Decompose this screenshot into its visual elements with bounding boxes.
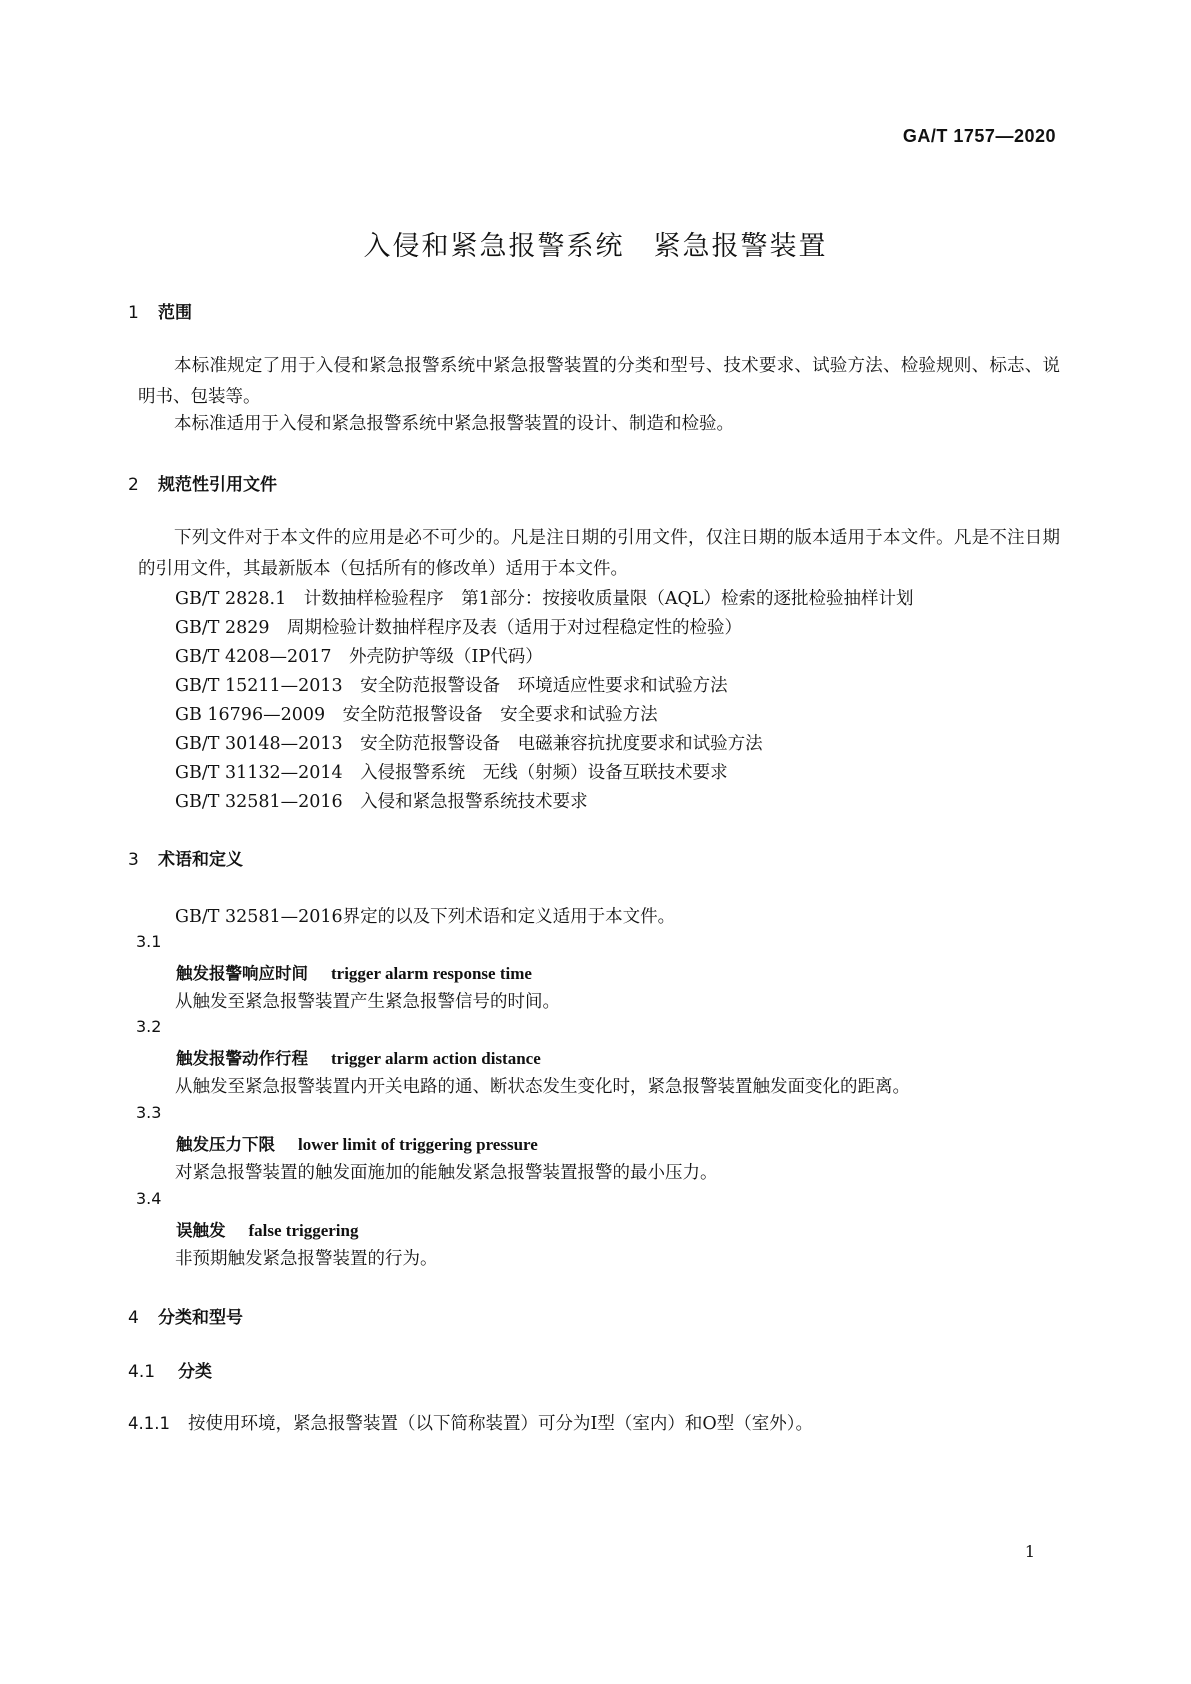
subsection-4-1-heading bbox=[128, 1357, 212, 1382]
term-heading bbox=[176, 960, 532, 984]
reference-item: GB 16796—2009 安全防范报警设备 安全要求和试验方法 bbox=[175, 705, 658, 725]
section-title: 范围 bbox=[158, 303, 192, 323]
term-heading bbox=[176, 1217, 358, 1241]
clause-4-1-1 bbox=[128, 1410, 813, 1435]
section-number: 2 bbox=[128, 475, 139, 495]
standard-number: GA/T 1757—2020 bbox=[902, 126, 1056, 146]
section-4-heading bbox=[128, 1303, 243, 1328]
term-definition: 对紧急报警装置的触发面施加的能触发紧急报警装置报警的最小压力。 bbox=[175, 1163, 718, 1183]
section-title: 规范性引用文件 bbox=[158, 475, 277, 495]
term-chinese: 误触发 bbox=[176, 1221, 226, 1240]
section-3-heading bbox=[128, 845, 243, 870]
section-1-heading bbox=[128, 298, 192, 323]
subsection-number: 4.1 bbox=[128, 1362, 156, 1382]
reference-item: GB/T 32581—2016 入侵和紧急报警系统技术要求 bbox=[175, 792, 588, 812]
term-heading bbox=[176, 1045, 541, 1069]
section-title: 分类和型号 bbox=[158, 1308, 243, 1328]
section-number: 3 bbox=[128, 850, 139, 870]
terms-intro: GB/T 32581—2016界定的以及下列术语和定义适用于本文件。 bbox=[175, 907, 676, 927]
reference-item: GB/T 30148—2013 安全防范报警设备 电磁兼容抗扰度要求和试验方法 bbox=[175, 734, 763, 754]
section-title: 术语和定义 bbox=[158, 850, 243, 870]
term-chinese: 触发报警响应时间 bbox=[176, 964, 308, 983]
reference-item: GB/T 15211—2013 安全防范报警设备 环境适应性要求和试验方法 bbox=[175, 676, 728, 696]
term-definition: 从触发至紧急报警装置内开关电路的通、断状态发生变化时，紧急报警装置触发面变化的距离。 bbox=[175, 1077, 910, 1097]
term-number: 3.1 bbox=[136, 932, 162, 951]
term-definition: 从触发至紧急报警装置产生紧急报警信号的时间。 bbox=[175, 992, 560, 1012]
term-chinese: 触发压力下限 bbox=[176, 1135, 275, 1154]
term-number: 3.3 bbox=[136, 1103, 162, 1122]
reference-item: GB/T 4208—2017 外壳防护等级（IP代码） bbox=[175, 647, 543, 667]
section-1-paragraph-2: 本标准适用于入侵和紧急报警系统中紧急报警装置的设计、制造和检验。 bbox=[174, 414, 734, 434]
term-heading bbox=[176, 1131, 538, 1155]
term-number: 3.4 bbox=[136, 1189, 162, 1208]
section-number: 1 bbox=[128, 303, 139, 323]
clause-text: 按使用环境，紧急报警装置（以下简称装置）可分为Ⅰ型（室内）和O型（室外）。 bbox=[188, 1414, 814, 1434]
section-number: 4 bbox=[128, 1308, 139, 1328]
page-number: 1 bbox=[1024, 1542, 1035, 1561]
section-2-paragraph-1: 下列文件对于本文件的应用是必不可少的。凡是注日期的引用文件，仅注日期的版本适用于本文件。凡是不注日期的引用文件，其最新版本（包括所有的修改单）适用于本文件。 bbox=[138, 528, 1060, 579]
clause-number: 4.1.1 bbox=[128, 1414, 170, 1433]
term-chinese: 触发报警动作行程 bbox=[176, 1049, 308, 1068]
document-title: 入侵和紧急报警系统 紧急报警装置 bbox=[363, 231, 828, 262]
reference-item: GB/T 2829 周期检验计数抽样程序及表（适用于对过程稳定性的检验） bbox=[175, 618, 743, 638]
term-english: trigger alarm action distance bbox=[330, 1049, 541, 1068]
subsection-title: 分类 bbox=[178, 1362, 212, 1382]
reference-item: GB/T 2828.1 计数抽样检验程序 第1部分：按接收质量限（AQL）检索的逐批检验抽样计划 bbox=[175, 589, 914, 609]
reference-item: GB/T 31132—2014 入侵报警系统 无线（射频）设备互联技术要求 bbox=[175, 763, 728, 783]
section-1-paragraph-1: 本标准规定了用于入侵和紧急报警系统中紧急报警装置的分类和型号、技术要求、试验方法、检验规则、标志、说明书、包装等。 bbox=[138, 356, 1060, 407]
section-2-heading bbox=[128, 470, 277, 495]
term-english: lower limit of triggering pressure bbox=[297, 1135, 538, 1154]
term-english: false triggering bbox=[248, 1221, 359, 1240]
term-definition: 非预期触发紧急报警装置的行为。 bbox=[175, 1249, 438, 1269]
term-english: trigger alarm response time bbox=[330, 964, 532, 983]
term-number: 3.2 bbox=[136, 1017, 162, 1036]
